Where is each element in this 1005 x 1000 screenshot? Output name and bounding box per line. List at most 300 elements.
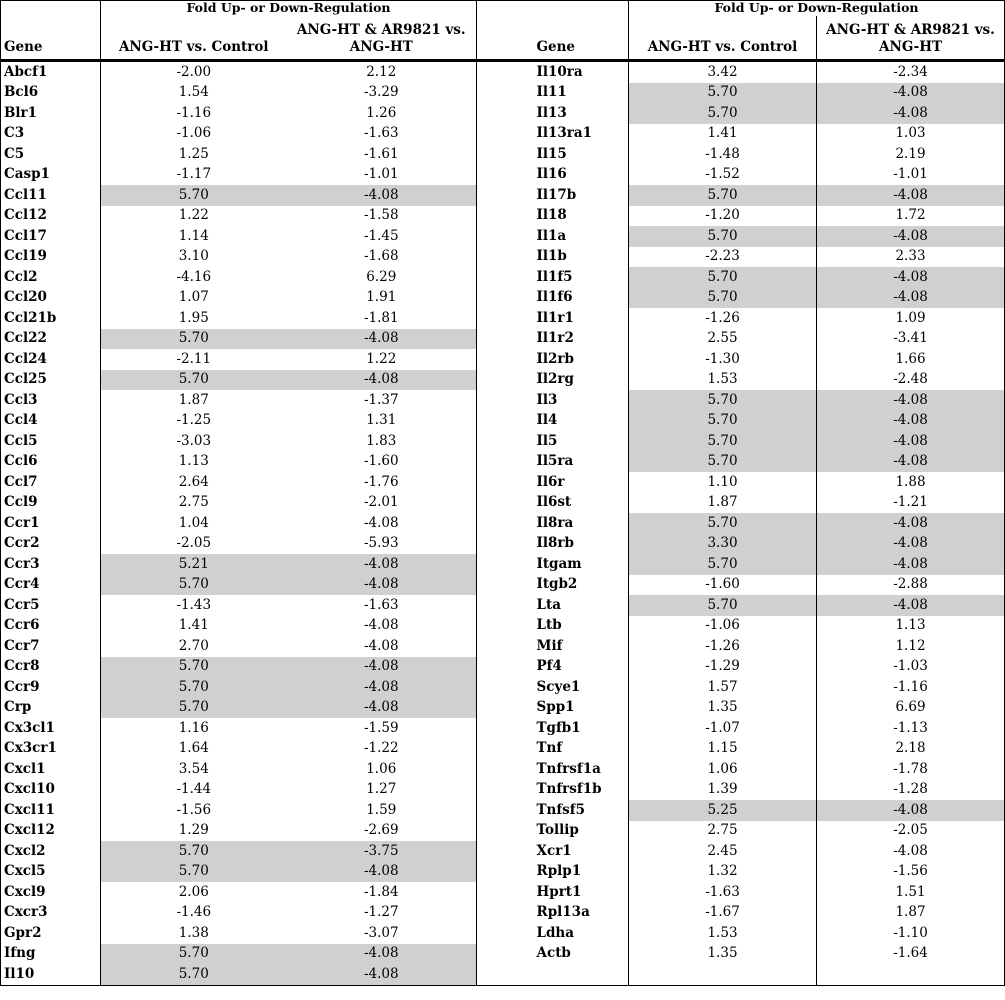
gene-name-cell: Gpr2	[1, 923, 101, 944]
ang-vs-control-value: 1.15	[629, 739, 817, 760]
ang-vs-control-value: -1.43	[101, 595, 287, 616]
combo-vs-ang-value: -4.08	[287, 513, 477, 534]
combo-vs-ang-value: 1.31	[287, 411, 477, 432]
combo-vs-ang-value: -4.08	[817, 103, 1005, 124]
spacer-cell	[477, 964, 534, 985]
combo-vs-ang-value: 2.12	[287, 61, 477, 83]
ang-vs-control-value: -1.63	[629, 882, 817, 903]
gene-name-cell: Cxcl11	[1, 800, 101, 821]
table-row	[1, 267, 1005, 288]
gene-name-cell: Ccl17	[1, 226, 101, 247]
ang-vs-control-value: -1.48	[629, 144, 817, 165]
table-row	[1, 739, 1005, 760]
ang-vs-control-value: -3.03	[101, 431, 287, 452]
header-band-row	[1, 1, 1005, 17]
table-row	[1, 226, 1005, 247]
combo-vs-ang-value: -1.10	[817, 923, 1005, 944]
gene-name-cell: Il5	[536, 432, 558, 449]
spacer-cell	[477, 595, 534, 616]
combo-vs-ang-value: 1.06	[287, 759, 477, 780]
ang-vs-control-value: 1.87	[629, 493, 817, 514]
table-row	[1, 185, 1005, 206]
gene-name-cell: Ccr9	[1, 677, 101, 698]
spacer-cell	[477, 165, 534, 186]
ang-vs-control-value: 1.04	[101, 513, 287, 534]
combo-vs-ang-value: -4.08	[817, 431, 1005, 452]
ang-vs-control-value: 5.70	[629, 288, 817, 309]
ang-vs-control-value: 2.75	[629, 821, 817, 842]
gene-name-cell: Cx3cr1	[1, 739, 101, 760]
gene-name-cell: Il1f6	[536, 289, 573, 305]
combo-vs-ang-value: -1.21	[817, 493, 1005, 514]
combo-vs-ang-value: -1.61	[287, 144, 477, 165]
spacer-cell	[477, 616, 534, 637]
ang-vs-control-value: 1.07	[101, 288, 287, 309]
gene-name-cell: Casp1	[1, 165, 101, 186]
table-row	[1, 554, 1005, 575]
gene-name-cell: C3	[1, 124, 101, 145]
gene-name-cell: Cxcl2	[1, 841, 101, 862]
gene-name-cell: Il5ra	[536, 453, 574, 469]
ang-vs-control-value: 2.70	[101, 636, 287, 657]
ang-vs-control-value: -1.25	[101, 411, 287, 432]
gene-name-cell: Itgam	[536, 555, 582, 572]
gene-name-cell: Ccl25	[1, 370, 101, 391]
ang-vs-control-value: 1.22	[101, 206, 287, 227]
ang-vs-control-value: 5.70	[101, 964, 287, 985]
combo-vs-ang-value: -1.58	[287, 206, 477, 227]
combo-vs-ang-value: -4.08	[287, 554, 477, 575]
gene-name-cell: Il10ra	[536, 63, 583, 80]
spacer-cell	[477, 677, 534, 698]
combo-vs-ang-value: -2.69	[287, 821, 477, 842]
table-row	[1, 821, 1005, 842]
ang-vs-control-value: -1.29	[629, 657, 817, 678]
ang-vs-control-value: 5.70	[629, 390, 817, 411]
table-row	[1, 370, 1005, 391]
ang-vs-control-value: 1.10	[629, 472, 817, 493]
table-row	[1, 83, 1005, 104]
spacer-cell	[477, 780, 534, 801]
ang-vs-control-value: 1.41	[101, 616, 287, 637]
ang-vs-control-value: -1.07	[629, 718, 817, 739]
spacer-cell	[477, 206, 534, 227]
combo-vs-ang-value: -4.08	[817, 226, 1005, 247]
ang-vs-control-value: 5.70	[101, 370, 287, 391]
table-row	[1, 452, 1005, 473]
gene-name-cell: Ccr5	[1, 595, 101, 616]
gene-name-cell: Itgb2	[536, 576, 578, 592]
combo-vs-ang-value: -4.08	[817, 452, 1005, 473]
ang-vs-control-value: 1.87	[101, 390, 287, 411]
spacer-cell	[477, 903, 534, 924]
gene-name-cell: Ccl12	[1, 206, 101, 227]
ang-vs-control-value: -1.26	[629, 636, 817, 657]
combo-vs-ang-value: -2.88	[817, 575, 1005, 596]
combo-vs-ang-value: -4.08	[287, 657, 477, 678]
combo-vs-ang-value: -4.08	[817, 267, 1005, 288]
gene-name-cell: Tnfsf5	[536, 801, 585, 818]
table-row	[1, 923, 1005, 944]
combo-vs-ang-value: -4.08	[287, 616, 477, 637]
combo-vs-ang-value: -1.27	[287, 903, 477, 924]
ang-vs-control-value: 1.39	[629, 780, 817, 801]
spacer-cell	[477, 390, 534, 411]
gene-name-cell: Bcl6	[1, 83, 101, 104]
combo-vs-ang-value: -4.08	[287, 636, 477, 657]
table-row	[1, 493, 1005, 514]
gene-name-cell: Il1a	[536, 227, 567, 244]
combo-vs-ang-value: 6.69	[817, 698, 1005, 719]
header-gene-right: Gene	[534, 16, 629, 61]
combo-vs-ang-value: -3.41	[817, 329, 1005, 350]
spacer-cell	[477, 554, 534, 575]
spacer-cell	[477, 431, 534, 452]
band-spacer-left	[1, 1, 101, 17]
ang-vs-control-value: 1.53	[629, 923, 817, 944]
gene-name-cell: Ccl7	[1, 472, 101, 493]
table-row	[1, 677, 1005, 698]
gene-name-cell: Il17b	[536, 186, 577, 203]
spacer-cell	[477, 718, 534, 739]
combo-vs-ang-value: -4.08	[287, 862, 477, 883]
combo-vs-ang-value: -1.60	[287, 452, 477, 473]
spacer-cell	[477, 759, 534, 780]
combo-vs-ang-value: -1.28	[817, 780, 1005, 801]
gene-name-cell: Cxcr3	[1, 903, 101, 924]
ang-vs-control-value: 2.64	[101, 472, 287, 493]
gene-name-cell: Il6r	[536, 473, 565, 490]
gene-name-cell: Ccl5	[1, 431, 101, 452]
table-row	[1, 390, 1005, 411]
gene-name-cell: Il18	[536, 207, 567, 223]
band-right-label: Fold Up- or Down-Regulation	[629, 1, 1005, 17]
gene-name-cell: Hprt1	[536, 883, 582, 900]
gene-name-cell: Ccr8	[1, 657, 101, 678]
combo-vs-ang-value: -2.34	[817, 61, 1005, 83]
ang-vs-control-value: 5.70	[629, 185, 817, 206]
table-row	[1, 882, 1005, 903]
table-row	[1, 964, 1005, 985]
combo-vs-ang-value: 1.59	[287, 800, 477, 821]
table-row	[1, 61, 1005, 83]
ang-vs-control-value: 5.70	[629, 554, 817, 575]
spacer-cell	[477, 636, 534, 657]
ang-vs-control-value: 1.25	[101, 144, 287, 165]
table-row	[1, 800, 1005, 821]
ang-vs-control-value: 1.57	[629, 677, 817, 698]
gene-name-cell: Pf4	[536, 658, 562, 674]
table-row	[1, 636, 1005, 657]
gene-name-cell: Scye1	[536, 678, 581, 695]
combo-vs-ang-value: 1.87	[817, 903, 1005, 924]
combo-vs-ang-value: -4.08	[287, 370, 477, 391]
combo-vs-ang-value: -4.08	[817, 513, 1005, 534]
gene-name-cell: Tnfrsf1a	[536, 760, 601, 777]
ang-vs-control-value: 5.70	[101, 862, 287, 883]
ang-vs-control-value: 1.32	[629, 862, 817, 883]
spacer-cell	[477, 308, 534, 329]
gene-name-cell: Tollip	[536, 822, 579, 838]
combo-vs-ang-value: -1.59	[287, 718, 477, 739]
gene-name-cell: Cx3cl1	[1, 718, 101, 739]
gene-name-cell: Ccl11	[1, 185, 101, 206]
ang-vs-control-value: 1.35	[629, 698, 817, 719]
table-row	[1, 944, 1005, 965]
ang-vs-control-value: 2.55	[629, 329, 817, 350]
table-row	[1, 657, 1005, 678]
empty-cell	[817, 964, 1005, 985]
spacer-cell	[477, 739, 534, 760]
combo-vs-ang-value: -4.08	[287, 185, 477, 206]
ang-vs-control-value: 5.70	[629, 103, 817, 124]
spacer-cell	[477, 144, 534, 165]
ang-vs-control-value: 5.70	[101, 677, 287, 698]
combo-vs-ang-value: -4.08	[817, 554, 1005, 575]
empty-cell	[534, 964, 629, 985]
gene-name-cell: Cxcl9	[1, 882, 101, 903]
gene-name-cell: Il13	[536, 104, 567, 121]
ang-vs-control-value: -1.16	[101, 103, 287, 124]
ang-vs-control-value: -1.56	[101, 800, 287, 821]
combo-vs-ang-value: -4.08	[817, 595, 1005, 616]
table-row	[1, 206, 1005, 227]
combo-vs-ang-value: -3.75	[287, 841, 477, 862]
table-row	[1, 472, 1005, 493]
ang-vs-control-value: 5.70	[101, 841, 287, 862]
table-row	[1, 103, 1005, 124]
gene-name-cell: Tnf	[536, 740, 563, 756]
table-row	[1, 595, 1005, 616]
ang-vs-control-value: -1.17	[101, 165, 287, 186]
ang-vs-control-value: -2.23	[629, 247, 817, 268]
ang-vs-control-value: 5.70	[629, 431, 817, 452]
ang-vs-control-value: 5.70	[101, 185, 287, 206]
ang-vs-control-value: 3.30	[629, 534, 817, 555]
ang-vs-control-value: 2.06	[101, 882, 287, 903]
table-row	[1, 841, 1005, 862]
spacer-cell	[477, 882, 534, 903]
ang-vs-control-value: -1.06	[101, 124, 287, 145]
spacer-cell	[477, 329, 534, 350]
combo-vs-ang-value: -1.63	[287, 595, 477, 616]
gene-name-cell: Il1r1	[536, 309, 574, 326]
ang-vs-control-value: 5.70	[101, 329, 287, 350]
gene-name-cell: Ccl21b	[1, 308, 101, 329]
ang-vs-control-value: 1.95	[101, 308, 287, 329]
gene-name-cell: Il2rg	[536, 371, 574, 387]
combo-vs-ang-value: -4.08	[287, 677, 477, 698]
combo-vs-ang-value: -1.64	[817, 944, 1005, 965]
gene-name-cell: Cxcl1	[1, 759, 101, 780]
gene-name-cell: Actb	[536, 945, 571, 961]
combo-vs-ang-value: -5.93	[287, 534, 477, 555]
gene-name-cell: Cxcl10	[1, 780, 101, 801]
combo-vs-ang-value: -1.13	[817, 718, 1005, 739]
combo-vs-ang-value: -4.08	[817, 288, 1005, 309]
ang-vs-control-value: 5.70	[101, 944, 287, 965]
ang-vs-control-value: 5.21	[101, 554, 287, 575]
spacer-cell	[477, 349, 534, 370]
table-row	[1, 575, 1005, 596]
ang-vs-control-value: 5.70	[629, 226, 817, 247]
ang-vs-control-value: 1.38	[101, 923, 287, 944]
combo-vs-ang-value: 1.12	[817, 636, 1005, 657]
combo-vs-ang-value: 1.83	[287, 431, 477, 452]
gene-name-cell: Il6st	[536, 494, 572, 510]
gene-name-cell: Cxcl5	[1, 862, 101, 883]
gene-name-cell: Ccr1	[1, 513, 101, 534]
spacer-cell	[477, 472, 534, 493]
spacer-cell	[477, 923, 534, 944]
band-spacer-right	[477, 1, 629, 17]
combo-vs-ang-value: -1.76	[287, 472, 477, 493]
gene-name-cell: Il1f5	[536, 268, 573, 285]
ang-vs-control-value: 1.14	[101, 226, 287, 247]
ang-vs-control-value: -2.05	[101, 534, 287, 555]
ang-vs-control-value: -1.26	[629, 308, 817, 329]
gene-name-cell: Ccl19	[1, 247, 101, 268]
gene-name-cell: Mif	[536, 637, 563, 654]
combo-vs-ang-value: -1.81	[287, 308, 477, 329]
ang-vs-control-value: -1.44	[101, 780, 287, 801]
gene-name-cell: Blr1	[1, 103, 101, 124]
spacer-cell	[477, 944, 534, 965]
gene-name-cell: Spp1	[536, 699, 575, 715]
combo-vs-ang-value: -1.37	[287, 390, 477, 411]
combo-vs-ang-value: 1.27	[287, 780, 477, 801]
combo-vs-ang-value: 2.19	[817, 144, 1005, 165]
table-row	[1, 718, 1005, 739]
combo-vs-ang-value: -4.08	[817, 83, 1005, 104]
combo-vs-ang-value: -2.05	[817, 821, 1005, 842]
gene-name-cell: Tnfrsf1b	[536, 781, 602, 797]
gene-name-cell: Ccl3	[1, 390, 101, 411]
spacer-cell	[477, 226, 534, 247]
combo-vs-ang-value: -1.22	[287, 739, 477, 760]
gene-name-cell: Il1r2	[536, 330, 574, 346]
spacer-cell	[477, 452, 534, 473]
ang-vs-control-value: 3.42	[629, 61, 817, 83]
table-row	[1, 308, 1005, 329]
combo-vs-ang-value: 1.88	[817, 472, 1005, 493]
spacer-cell	[477, 124, 534, 145]
combo-vs-ang-value: -1.01	[287, 165, 477, 186]
ang-vs-control-value: 2.45	[629, 841, 817, 862]
combo-vs-ang-value: 1.66	[817, 349, 1005, 370]
table-row	[1, 616, 1005, 637]
combo-vs-ang-value: -1.84	[287, 882, 477, 903]
combo-vs-ang-value: 1.51	[817, 882, 1005, 903]
gene-name-cell: Il10	[1, 964, 101, 985]
gene-name-cell: Rplp1	[536, 863, 582, 879]
combo-vs-ang-value: 2.18	[817, 739, 1005, 760]
gene-name-cell: Cxcl12	[1, 821, 101, 842]
ang-vs-control-value: 5.70	[629, 452, 817, 473]
spacer-cell	[477, 841, 534, 862]
spacer-cell	[477, 267, 534, 288]
band-left-label: Fold Up- or Down-Regulation	[101, 1, 477, 17]
combo-vs-ang-value: -1.01	[817, 165, 1005, 186]
gene-name-cell: Lta	[536, 596, 561, 613]
spacer-cell	[477, 103, 534, 124]
ang-vs-control-value: -1.30	[629, 349, 817, 370]
table-row	[1, 780, 1005, 801]
combo-vs-ang-value: -4.08	[817, 841, 1005, 862]
gene-name-cell: Ccr3	[1, 554, 101, 575]
spacer-cell	[477, 862, 534, 883]
gene-name-cell: Ltb	[536, 617, 562, 633]
spacer-cell	[477, 800, 534, 821]
combo-vs-ang-value: -4.08	[287, 964, 477, 985]
combo-vs-ang-value: -4.08	[287, 698, 477, 719]
ang-vs-control-value: 3.54	[101, 759, 287, 780]
combo-vs-ang-value: -1.68	[287, 247, 477, 268]
gene-name-cell: Ccr4	[1, 575, 101, 596]
gene-name-cell: Ccl2	[1, 267, 101, 288]
gene-name-cell: Rpl13a	[536, 904, 590, 920]
header-gene-left: Gene	[1, 16, 101, 61]
combo-vs-ang-value: -4.08	[817, 185, 1005, 206]
ang-vs-control-value: 5.25	[629, 800, 817, 821]
combo-vs-ang-value: 1.26	[287, 103, 477, 124]
ang-vs-control-value: -2.11	[101, 349, 287, 370]
ang-vs-control-value: -1.52	[629, 165, 817, 186]
ang-vs-control-value: 5.70	[101, 698, 287, 719]
gene-name-cell: Ccl4	[1, 411, 101, 432]
combo-vs-ang-value: -1.03	[817, 657, 1005, 678]
combo-vs-ang-value: -4.08	[817, 411, 1005, 432]
combo-vs-ang-value: -4.08	[287, 944, 477, 965]
ang-vs-control-value: 1.53	[629, 370, 817, 391]
combo-vs-ang-value: -4.08	[287, 329, 477, 350]
ang-vs-control-value: 1.54	[101, 83, 287, 104]
ang-vs-control-value: 1.06	[629, 759, 817, 780]
ang-vs-control-value: 3.10	[101, 247, 287, 268]
ang-vs-control-value: 2.75	[101, 493, 287, 514]
table-row	[1, 288, 1005, 309]
ang-vs-control-value: 5.70	[629, 513, 817, 534]
gene-name-cell: Ccl24	[1, 349, 101, 370]
combo-vs-ang-value: -2.01	[287, 493, 477, 514]
spacer-cell	[477, 411, 534, 432]
ang-vs-control-value: -1.06	[629, 616, 817, 637]
column-header-row	[1, 16, 1005, 61]
gene-name-cell: Il15	[536, 145, 567, 162]
gene-name-cell: Ccl20	[1, 288, 101, 309]
gene-name-cell: Ccl9	[1, 493, 101, 514]
gene-name-cell: Crp	[1, 698, 101, 719]
ang-vs-control-value: 1.64	[101, 739, 287, 760]
combo-vs-ang-value: 2.33	[817, 247, 1005, 268]
table-row	[1, 329, 1005, 350]
spacer-cell	[477, 821, 534, 842]
gene-name-cell: Xcr1	[536, 842, 572, 859]
combo-vs-ang-value: 1.09	[817, 308, 1005, 329]
combo-vs-ang-value: 1.91	[287, 288, 477, 309]
header-spacer	[477, 16, 534, 61]
gene-name-cell: Ldha	[536, 924, 574, 941]
header-combo-left: ANG-HT & AR9821 vs. ANG-HT	[287, 16, 477, 61]
ang-vs-control-value: 1.16	[101, 718, 287, 739]
ang-vs-control-value: 5.70	[629, 411, 817, 432]
table-row	[1, 165, 1005, 186]
combo-vs-ang-value: -1.16	[817, 677, 1005, 698]
table-row	[1, 247, 1005, 268]
spacer-cell	[477, 247, 534, 268]
spacer-cell	[477, 83, 534, 104]
table-row	[1, 534, 1005, 555]
